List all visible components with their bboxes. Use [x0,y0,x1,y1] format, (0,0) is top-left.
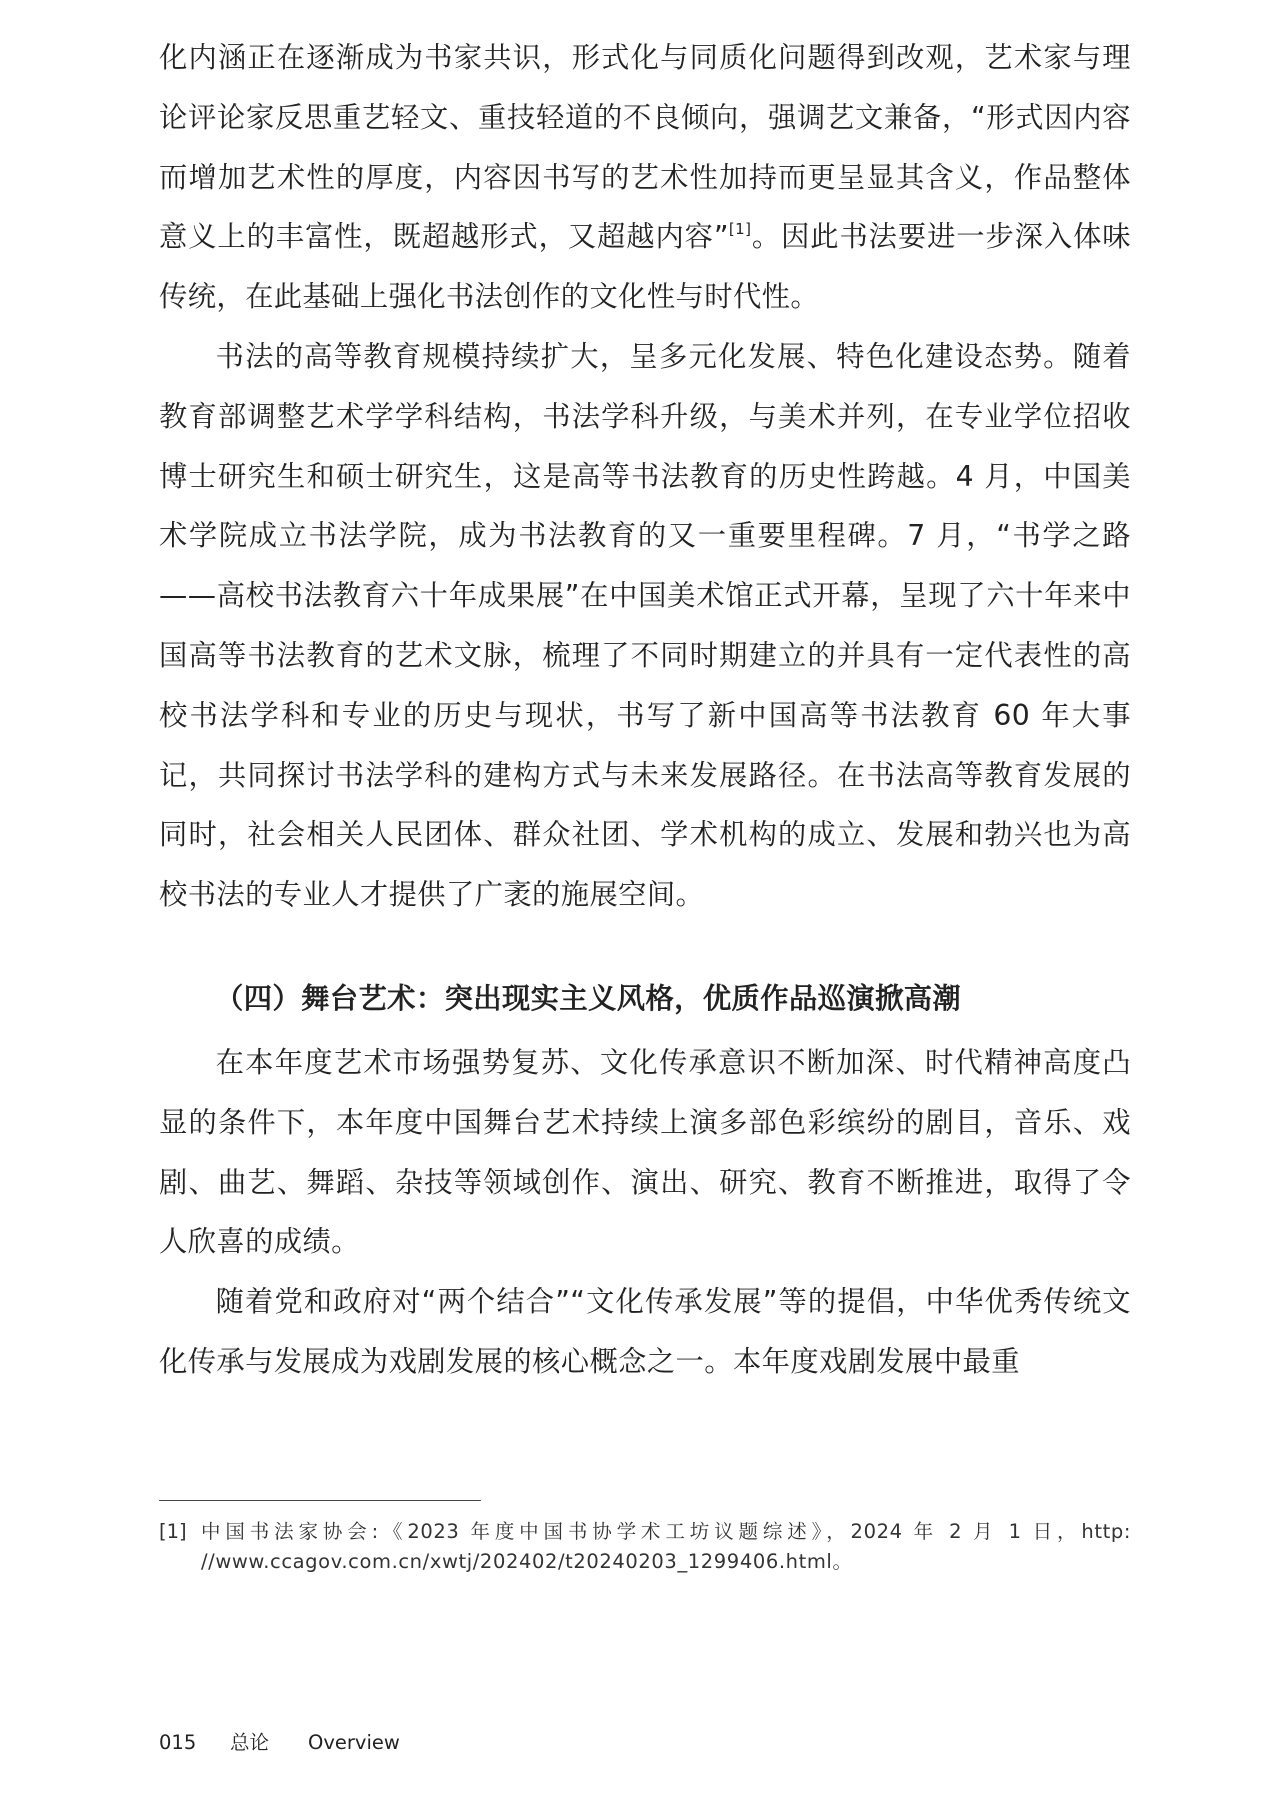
paragraph-calligraphy-education: 书法的高等教育规模持续扩大，呈多元化发展、特色化建设态势。随着教育部调整艺术学学科结构，书法学科升级，与美术并列，在专业学位招收博士研究生和硕士研究生，这是高等书法教育的历史性跨越。4 月，中国美术学院成立书法学院，成为书法教育的又一重要里程碑。7 月，“书学之路——高校书法教育六十年成果展”在中国美术馆正式开幕，呈现了六十年来中国高等书法教育的艺术文脉，梳理了不同时期建立的并具有一定代表性的高校书法学科和专业的历史与现状，书写了新中国高等书法教育 60 年大事记，共同探讨书法学科的建构方式与未来发展路径。在书法高等教育发展的同时，社会相关人民团体、群众社团、学术机构的成立、发展和勃兴也为高校书法的专业人才提供了广袤的施展空间。 [159,339,1131,912]
page-number: 015 [159,1731,197,1754]
footnote [159,1517,1131,1577]
paragraph-continued [159,28,1131,327]
paragraph-text: 化内涵正在逐渐成为书家共识，形式化与同质化问题得到改观，艺术家与理论评论家反思重艺轻文、重技轻道的不良倾向，强调艺文兼备，“形式因内容而增加艺术性的厚度，内容因书写的艺术性加持而更呈显其含义，作品整体意义上的丰富性，既超越形式，又超越内容” [159,41,1131,254]
main-body [159,28,1131,1392]
page-footer [159,1727,400,1755]
paragraph-stage-art: 在本年度艺术市场强势复苏、文化传承意识不断加深、时代精神高度凸显的条件下，本年度中国舞台艺术持续上演多部色彩缤纷的剧目，音乐、戏剧、曲艺、舞蹈、杂技等领域创作、演出、研究、教育不断推进，取得了令人欣喜的成绩。 [159,1045,1131,1259]
section-name-en: Overview [308,1731,400,1754]
footnote-text: 中国书法家协会:《2023 年度中国书协学术工坊议题综述》，2024 年 2 月 1 日，http: //www.ccagov.com.cn/xwtj/202402/t20240203_1299406.html。 [201,1520,1131,1573]
footnote-divider [159,1500,481,1501]
paragraph-drama: 随着党和政府对“两个结合”“文化传承发展”等的提倡，中华优秀传统文化传承与发展成为戏剧发展的核心概念之一。本年度戏剧发展中最重 [159,1285,1131,1378]
paragraph-text-tail: 。因此书法要进一步深入体味传统，在此基础上强化书法创作的文化性与时代性。 [159,220,1131,314]
footnote-reference[interactable]: [1] [728,220,752,239]
section-heading: （四）舞台艺术：突出现实主义风格，优质作品巡演掀高潮 [215,981,962,1015]
section-name-cn: 总论 [230,1731,270,1754]
footnote-mark: [1] [159,1520,187,1543]
